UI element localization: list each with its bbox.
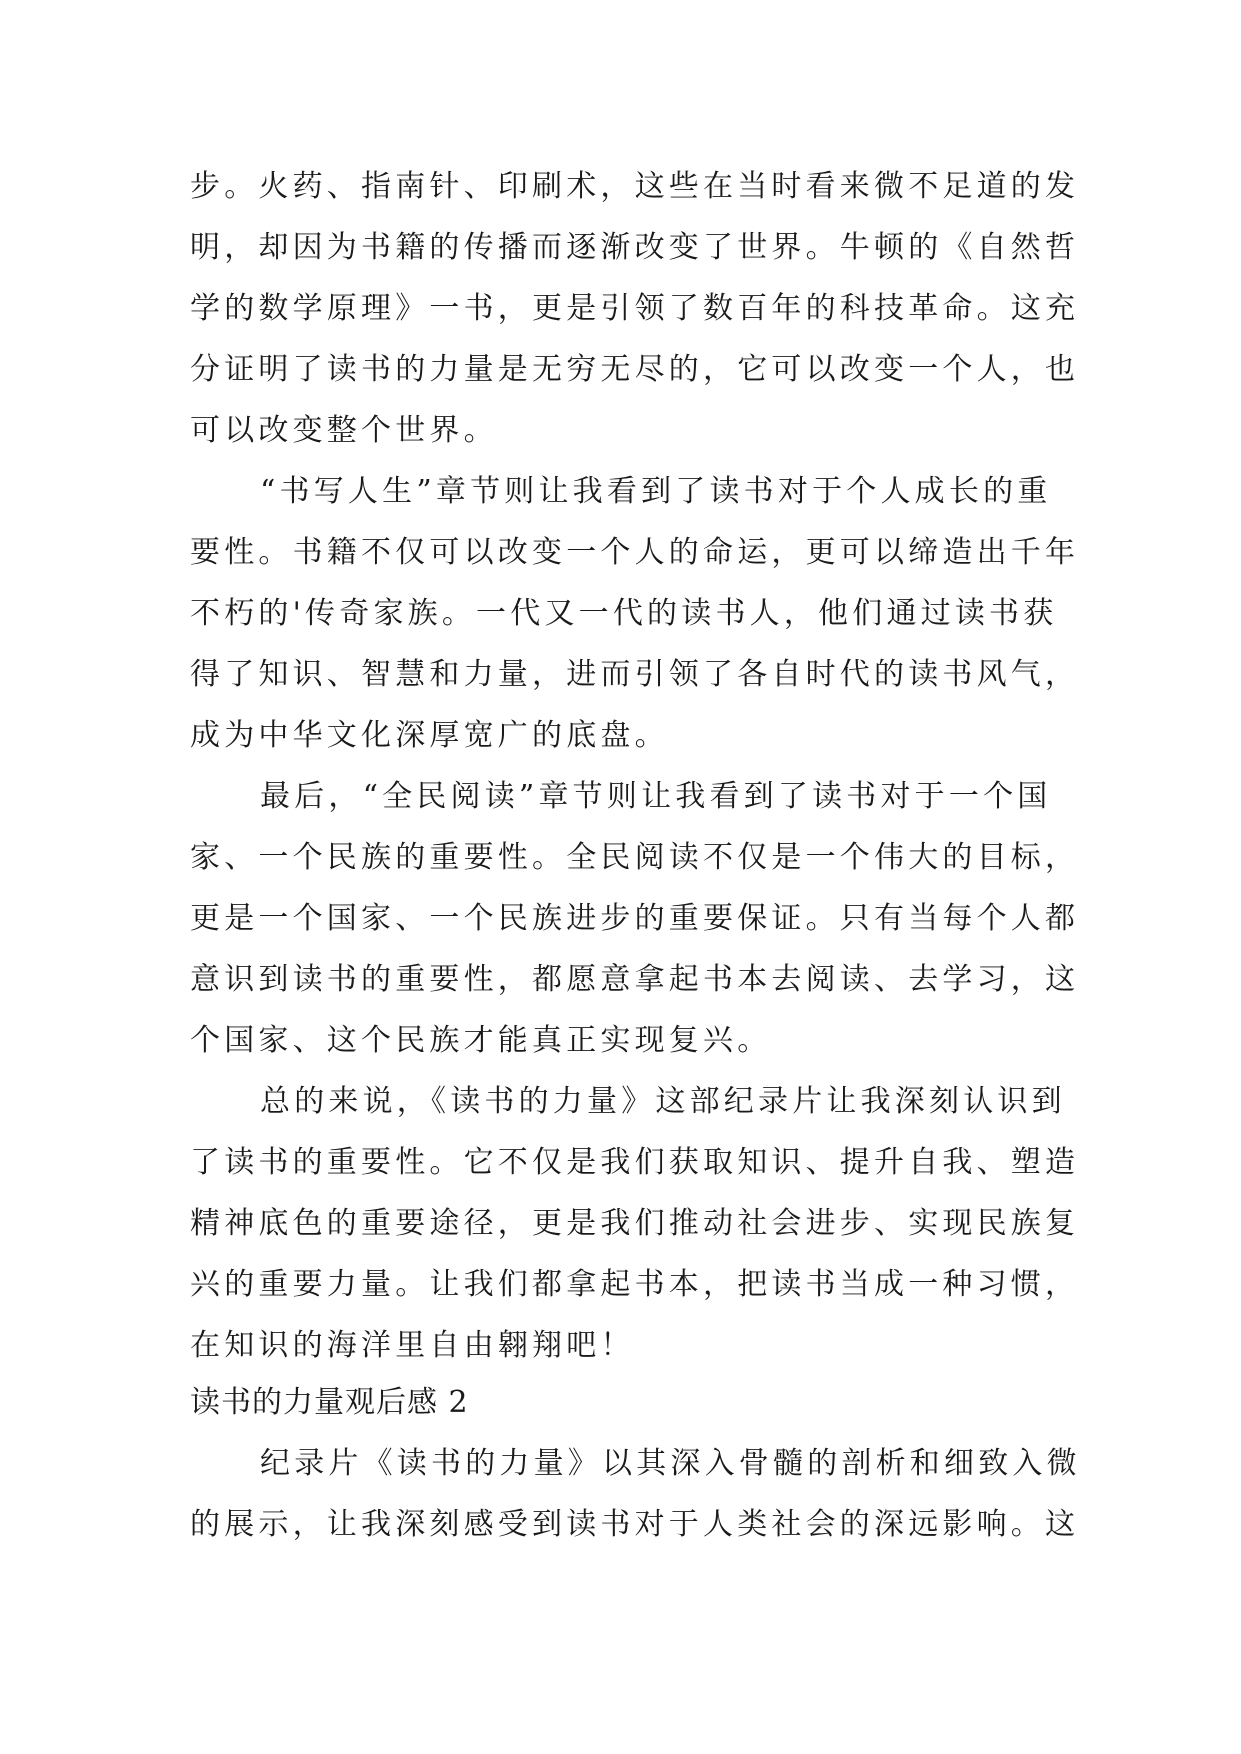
text-line: 意识到读书的重要性，都愿意拿起书本去阅读、去学习，这 bbox=[190, 962, 1080, 997]
text-line: 家、一个民族的重要性。全民阅读不仅是一个伟大的目标， bbox=[190, 840, 1080, 875]
text-line: 不朽的'传奇家族。一代又一代的读书人，他们通过读书获 bbox=[190, 596, 1058, 631]
text-line: 总的来说，《读书的力量》这部纪录片让我深刻认识到 bbox=[260, 1084, 1066, 1119]
paragraph-4 bbox=[190, 1071, 1080, 1376]
paragraph-5 bbox=[190, 1433, 1081, 1555]
paragraph-2 bbox=[190, 461, 1080, 766]
text-line: 成为中华文化深厚宽广的底盘。 bbox=[190, 718, 669, 753]
text-line: 在知识的海洋里自由翱翔吧！ bbox=[190, 1328, 635, 1363]
text-line: 精神底色的重要途径，更是我们推动社会进步、实现民族复 bbox=[190, 1206, 1080, 1241]
text-line: 可以改变整个世界。 bbox=[190, 413, 498, 448]
text-line: 得了知识、智慧和力量，进而引领了各自时代的读书风气， bbox=[190, 657, 1080, 692]
body-text-before-heading bbox=[190, 156, 1080, 1376]
text-line: 了读书的重要性。它不仅是我们获取知识、提升自我、塑造 bbox=[190, 1145, 1080, 1180]
text-line: 兴的重要力量。让我们都拿起书本，把读书当成一种习惯， bbox=[190, 1267, 1080, 1302]
paragraph-3 bbox=[190, 766, 1080, 1071]
text-line: 要性。书籍不仅可以改变一个人的命运，更可以缔造出千年 bbox=[190, 535, 1080, 570]
text-line: 个国家、这个民族才能真正实现复兴。 bbox=[190, 1023, 772, 1058]
text-line: 步。火药、指南针、印刷术，这些在当时看来微不足道的发 bbox=[190, 169, 1080, 204]
text-line: 的展示，让我深刻感受到读书对于人类社会的深远影响。这 bbox=[190, 1507, 1080, 1542]
body-text-after-heading bbox=[190, 1433, 1081, 1555]
text-line: 纪录片《读书的力量》以其深入骨髓的剖析和细致入微 bbox=[260, 1446, 1081, 1481]
text-line: 最后，“全民阅读”章节则让我看到了读书对于一个国 bbox=[260, 779, 1052, 814]
text-line: 明，却因为书籍的传播而逐渐改变了世界。牛顿的《自然哲 bbox=[190, 230, 1080, 265]
text-line: 分证明了读书的力量是无穷无尽的，它可以改变一个人，也 bbox=[190, 352, 1080, 387]
text-line: “书写人生”章节则让我看到了读书对于个人成长的重 bbox=[260, 474, 1052, 509]
text-line: 学的数学原理》一书，更是引领了数百年的科技革命。这充 bbox=[190, 291, 1080, 326]
text-line: 更是一个国家、一个民族进步的重要保证。只有当每个人都 bbox=[190, 901, 1080, 936]
section-heading: 读书的力量观后感 2 bbox=[190, 1385, 469, 1420]
paragraph-1 bbox=[190, 156, 1080, 461]
